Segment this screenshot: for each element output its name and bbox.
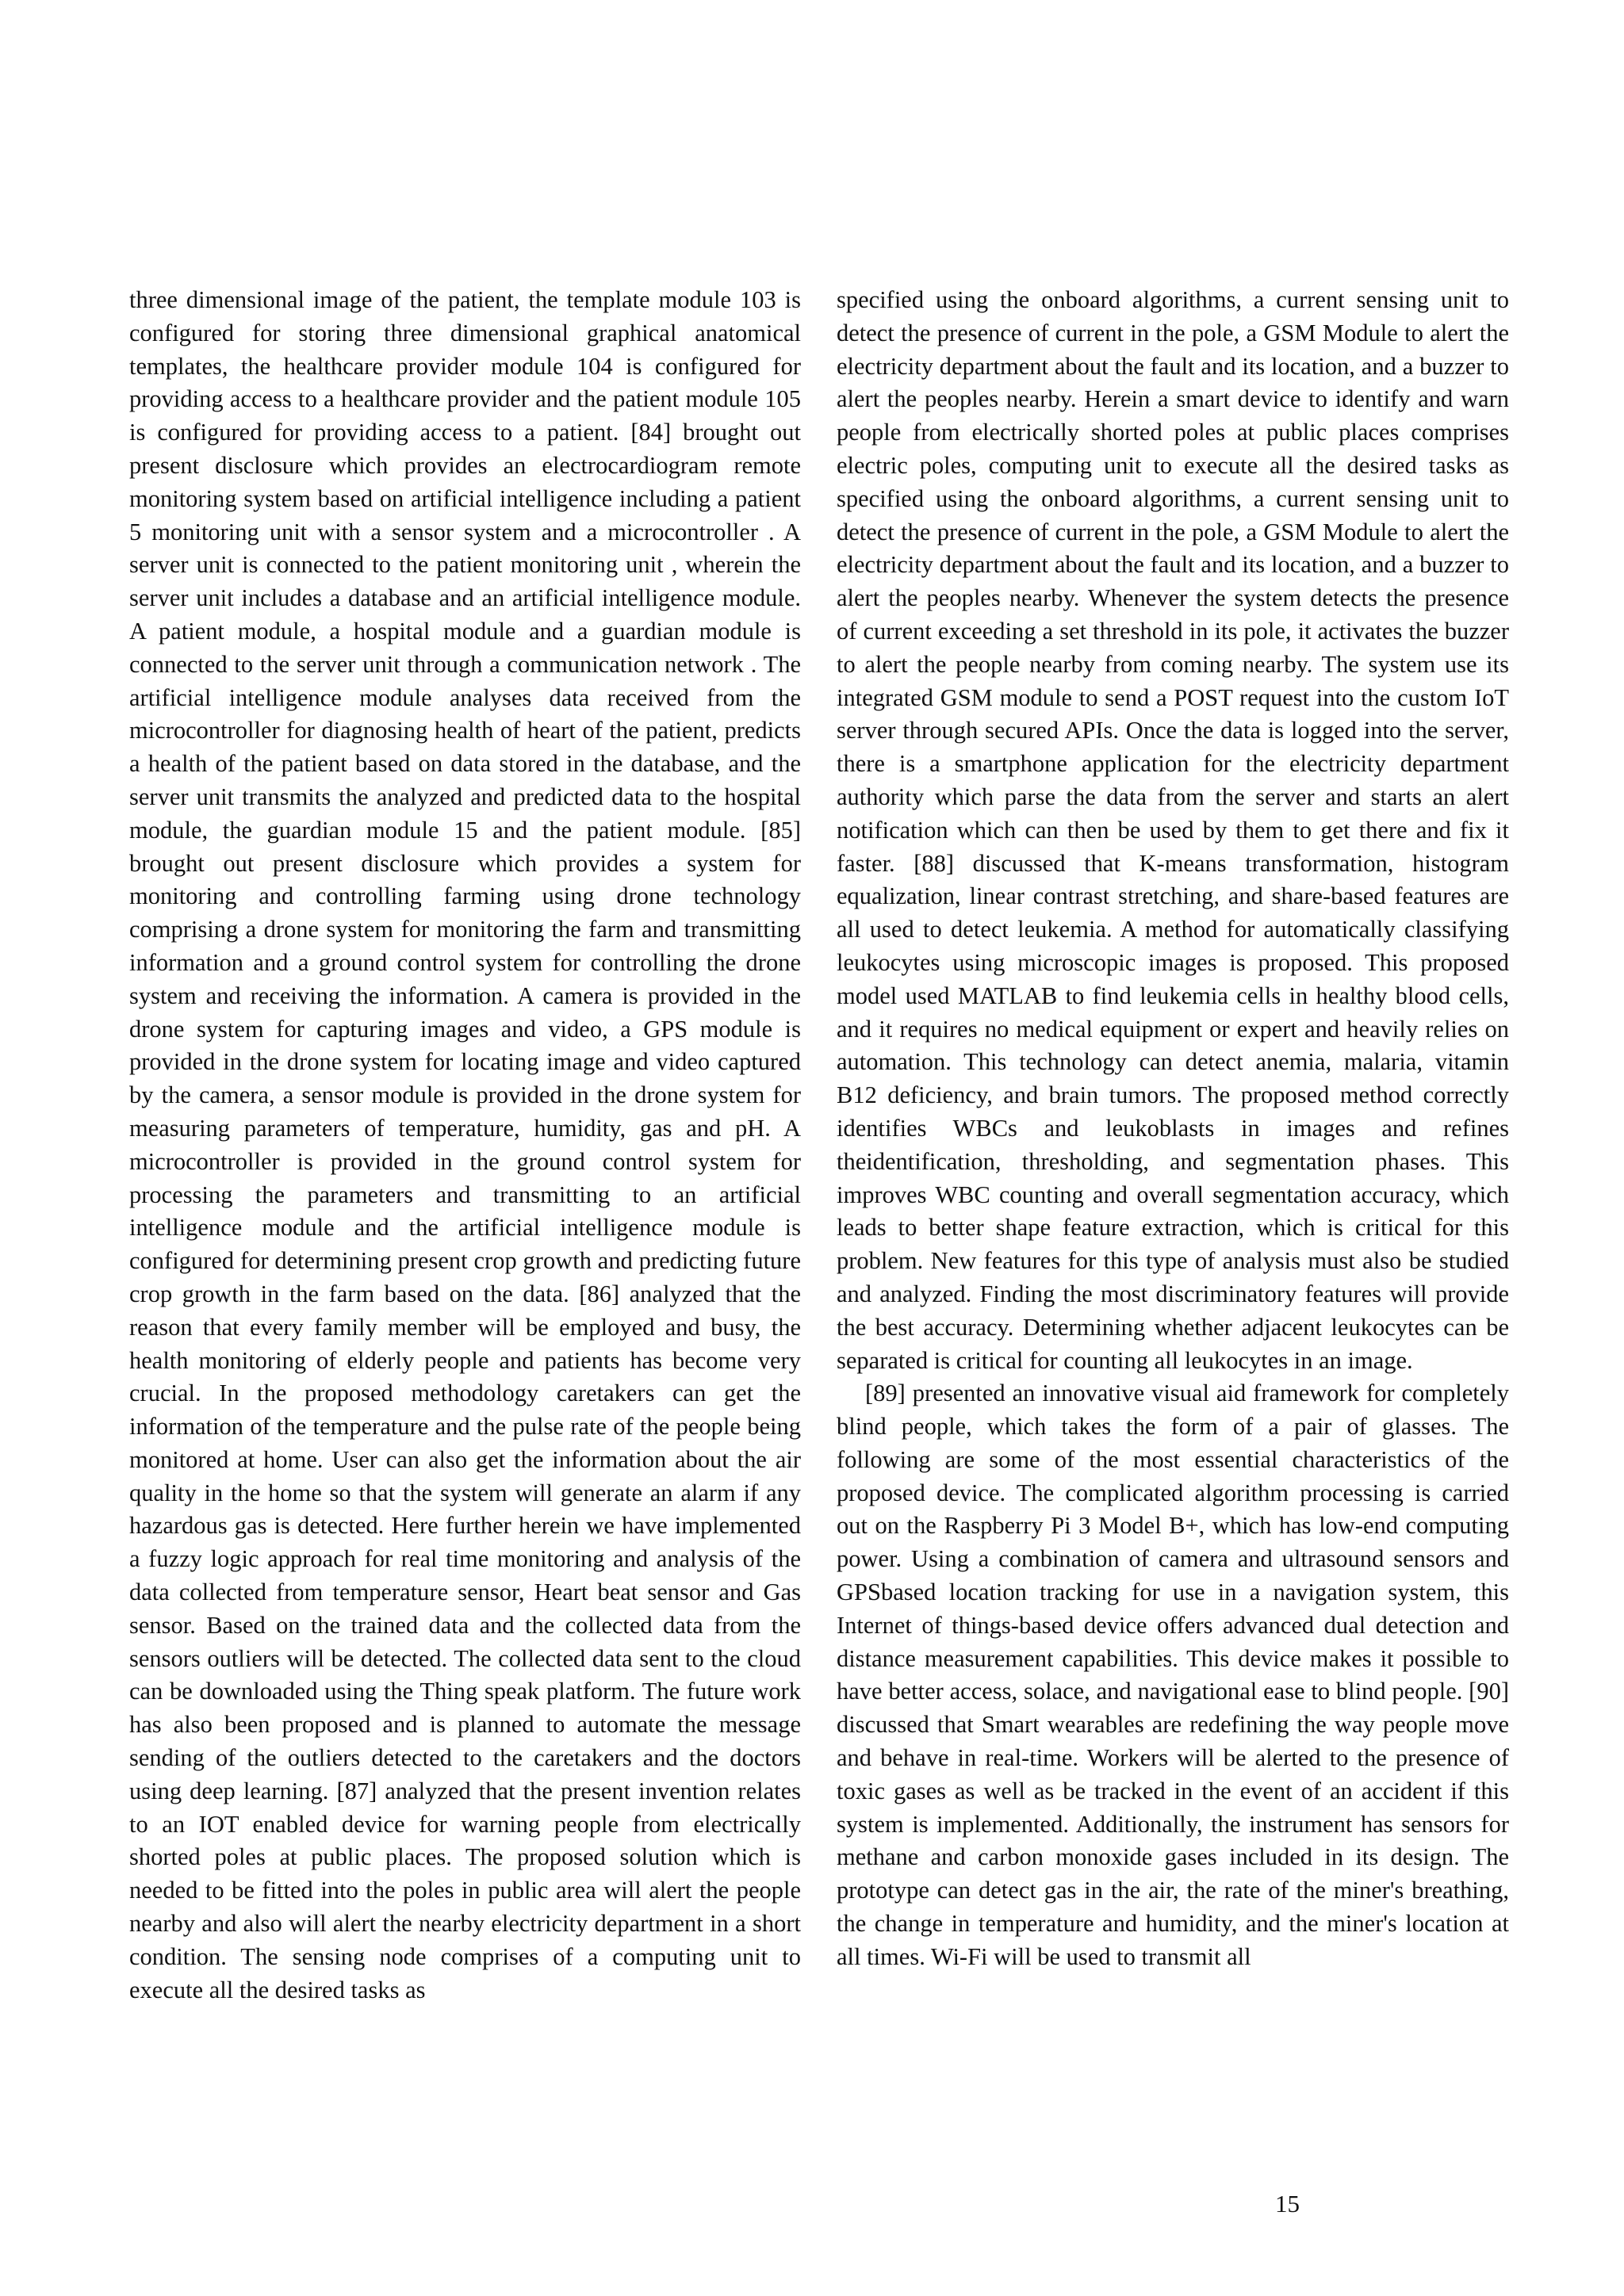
page-number: 15 xyxy=(1275,2190,1300,2218)
right-text-column xyxy=(837,284,1509,1974)
left-paragraph-1: three dimensional image of the patient, the template module 103 is configured for storing three dimensional graphical anatomical templates, the healthcare provider module 104 is configured for providing access to a healthcare provider and the patient module 105 is configured for providing access to a patient. [84] brought out present disclosure which provides an electrocardiogram remote monitoring system based on artificial intelligence including a patient 5 monitoring unit with a sensor system and a microcontroller . A server unit is connected to the patient monitoring unit , wherein the server unit includes a database and an artificial intelligence module. A patient module, a hospital module and a guardian module is connected to the server unit through a communication network . The artificial intelligence module analyses data received from the microcontroller for diagnosing health of heart of the patient, predicts a health of the patient based on data stored in the database, and the server unit transmits the analyzed and predicted data to the hospital module, the guardian module 15 and the patient module. [85] brought out present disclosure which provides a system for monitoring and controlling farming using drone technology comprising a drone system for monitoring the farm and transmitting information and a ground control system for controlling the drone system and receiving the information. A camera is provided in the drone system for capturing images and video, a GPS module is provided in the drone system for locating image and video captured by the camera, a sensor module is provided in the drone system for measuring parameters of temperature, humidity, gas and pH. A microcontroller is provided in the ground control system for processing the parameters and transmitting to an artificial intelligence module and the artificial intelligence module is configured for determining present crop growth and predicting future crop growth in the farm based on the data. [86] analyzed that the reason that every family member will be employed and busy, the health monitoring of elderly people and patients has become very crucial. In the proposed methodology caretakers can get the information of the temperature and the pulse rate of the people being monitored at home. User can also get the information about the air quality in the home so that the system will generate an alarm if any hazardous gas is detected. Here further herein we have implemented a fuzzy logic approach for real time monitoring and analysis of the data collected from temperature sensor, Heart beat sensor and Gas sensor. Based on the trained data and the collected data from the sensors outliers will be detected. The collected data sent to the cloud can be downloaded using the Thing speak platform. The future work has also been proposed and is planned to automate the message sending of the outliers detected to the caretakers and the doctors using deep learning. [87] analyzed that the present invention relates to an IOT enabled device for warning people from electrically shorted poles at public places. The proposed solution which is needed to be fitted into the poles in public area will alert the people nearby and also will alert the nearby electricity department in a short condition. The sensing node comprises of a computing unit to execute all the desired tasks as xyxy=(129,286,801,2003)
left-text-column xyxy=(129,284,801,2007)
right-paragraph-1: specified using the onboard algorithms, a current sensing unit to detect the presence of current in the pole, a GSM Module to alert the electricity department about the fault and its location, and a buzzer to alert the peoples nearby. Herein a smart device to identify and warn people from electrically shorted poles at public places comprises electric poles, computing unit to execute all the desired tasks as specified using the onboard algorithms, a current sensing unit to detect the presence of current in the pole, a GSM Module to alert the electricity department about the fault and its location, and a buzzer to alert the peoples nearby. Whenever the system detects the presence of current exceeding a set threshold in its pole, it activates the buzzer to alert the people nearby from coming nearby. The system use its integrated GSM module to send a POST request into the custom IoT server through secured APIs. Once the data is logged into the server, there is a smartphone application for the electricity department authority which parse the data from the server and starts an alert notification which can then be used by them to get there and fix it faster. [88] discussed that K-means transformation, histogram equalization, linear contrast stretching, and share-based features are all used to detect leukemia. A method for automatically classifying leukocytes using microscopic images is proposed. This proposed model used MATLAB to find leukemia cells in healthy blood cells, and it requires no medical equipment or expert and heavily relies on automation. This technology can detect anemia, malaria, vitamin B12 deficiency, and brain tumors. The proposed method correctly identifies WBCs and leukoblasts in images and refines theidentification, thresholding, and segmentation phases. This improves WBC counting and overall segmentation accuracy, which leads to better shape feature extraction, which is critical for this problem. New features for this type of analysis must also be studied and analyzed. Finding the most discriminatory features will provide the best accuracy. Determining whether adjacent leukocytes can be separated is critical for counting all leukocytes in an image. xyxy=(837,286,1509,1374)
right-paragraph-2: [89] presented an innovative visual aid framework for completely blind people, which takes the form of a pair of glasses. The following are some of the most essential characteristics of the proposed device. The complicated algorithm processing is carried out on the Raspberry Pi 3 Model B+, which has low-end computing power. Using a combination of camera and ultrasound sensors and GPSbased location tracking for use in a navigation system, this Internet of things-based device offers advanced dual detection and distance measurement capabilities. This device makes it possible to have better access, solace, and navigational ease to blind people. [90] discussed that Smart wearables are redefining the way people move and behave in real-time. Workers will be alerted to the presence of toxic gases as well as be tracked in the event of an accident if this system is implemented. Additionally, the instrument has sensors for methane and carbon monoxide gases included in its design. The prototype can detect gas in the air, the rate of the miner's breathing, the change in temperature and humidity, and the miner's location at all times. Wi-Fi will be used to transmit all xyxy=(837,1380,1509,1970)
